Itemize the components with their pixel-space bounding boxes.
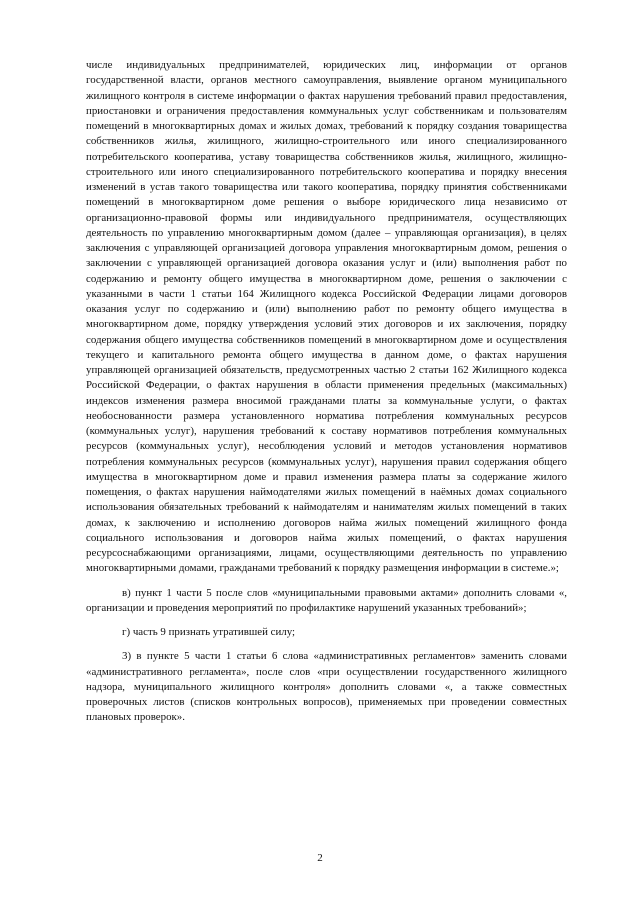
page-number: 2 [317, 852, 323, 864]
paragraph-item-3: 3) в пункте 5 части 1 статьи 6 слова «административных регламентов» заменить словами «административного регламента», после слов «при осуществлении государственного жилищного надзора, муниципального жилищного контроля» дополнить словами «, а также совместных проверочных листов (списков контрольных вопросов), применяемых при проведении совместных плановых проверок». [86, 650, 567, 724]
paragraph-item-v: в) пункт 1 части 5 после слов «муниципальными правовыми актами» дополнить словами «, организации и проведения мероприятий по профилактике нарушений указанных требований»; [86, 586, 567, 614]
paragraph-item-g: г) часть 9 признать утратившей силу; [122, 626, 296, 638]
paragraph-continuation: числе индивидуальных предпринимателей, юридических лиц, информации от органов государственной власти, органов местного самоуправления, выявление органом муниципального жилищного контроля в системе информации о фактах нарушения требований правил предоставления, приостановки и ограничения предоставления коммунальных услуг собственникам и пользователям помещений в многоквартирных домах и жилых домах, требований к порядку создания товарищества собственников жилья, жилищного, жилищно-строительного или иного специализированного потребительского кооператива, уставу товарищества собственников жилья, жилищного, жилищно-строительного или иного специализированного потребительского кооператива и порядку внесения изменений в устав такого товарищества или такого кооператива, порядку принятия собственниками помещений в многоквартирном доме решения о выборе юридического лица независимо от организационно-правовой формы или индивидуального предпринимателя, осуществляющих деятельность по управлению многоквартирным домом (далее – управляющая организация), в целях заключения с управляющей организацией договора управления многоквартирным домом, решения о заключении с управляющей организацией договора оказания услуг и (или) выполнения работ по содержанию и ремонту общего имущества в многоквартирном доме, решения о заключении с указанными в части 1 статьи 164 Жилищного кодекса Российской Федерации лицами договоров оказания услуг по содержанию и (или) выполнению работ по ремонту общего имущества в многоквартирном доме, порядку утверждения условий этих договоров и их заключения, порядку содержания общего имущества собственников помещений в многоквартирном доме и осуществления текущего и капитального ремонта общего имущества в данном доме, о фактах нарушения управляющей организацией обязательств, предусмотренных частью 2 статьи 162 Жилищного кодекса Российской Федерации, о фактах нарушения в области применения предельных (максимальных) индексов изменения размера вносимой гражданами платы за коммунальные услуги, о фактах необоснованности размера установленного норматива потребления коммунальных ресурсов (коммунальных услуг), нарушения требований к составу нормативов потребления коммунальных ресурсов (коммунальных услуг), несоблюдения условий и методов установления нормативов потребления коммунальных ресурсов (коммунальных услуг), нарушения правил содержания общего имущества в многоквартирном доме и правил изменения размера платы за содержание жилого помещения, о фактах нарушения наймодателями жилых помещений в наёмных домах социального использования обязательных требований к наймодателям и нанимателям жилых помещений в таких домах, к заключению и исполнению договоров найма жилых помещений жилищного фонда социального использования и договоров найма жилых помещений, о фактах нарушения ресурсоснабжающими организациями, лицами, осуществляющими деятельность по управлению многоквартирными домами, гражданами требований к порядку размещения информации в системе.»; [86, 59, 567, 575]
document-body [86, 58, 567, 726]
